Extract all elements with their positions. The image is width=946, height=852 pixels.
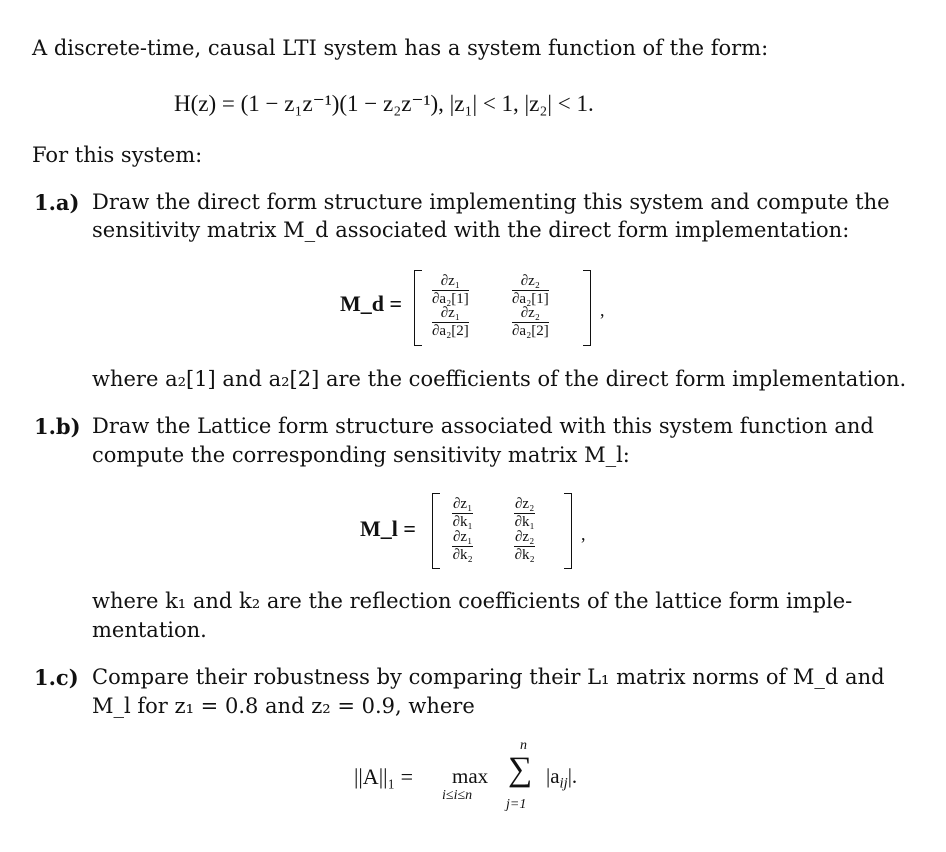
- matrix-ml-cell-12: $\frac{\text{∂z₂}}{\text{∂k₁}}$: [514, 496, 535, 530]
- matrix-md-left-bracket: [414, 270, 422, 346]
- matrix-ml-name: M_l =: [360, 516, 416, 541]
- part-b-where-line2: mentation.: [92, 618, 207, 642]
- norm-term-subscript: ij: [559, 775, 568, 792]
- part-b-text-line1: Draw the Lattice form structure associated with this system function and: [92, 414, 874, 438]
- norm-lhs: ||A||₁ =: [354, 764, 414, 789]
- part-b-text-line2: compute the corresponding sensitivity matrix M_l:: [92, 443, 630, 467]
- matrix-ml-left-bracket: [432, 493, 440, 569]
- part-a-where: where a₂[1] and a₂[2] are the coefficients of the direct form implementation.: [92, 367, 907, 391]
- part-c-text-line1: Compare their robustness by comparing their L₁ matrix norms of M_d and: [92, 665, 885, 689]
- part-b-label: 1.b): [34, 414, 81, 439]
- matrix-md-comma: ,: [600, 300, 605, 320]
- part-c-text-line2: M_l for z₁ = 0.8 and z₂ = 0.9, where: [92, 694, 475, 718]
- intro-text: A discrete-time, causal LTI system has a system function of the form:: [32, 36, 769, 60]
- system-function: H(z) = (1 − z₁z⁻¹)(1 − z₂z⁻¹), |z₁| < 1, |z₂| < 1.: [174, 91, 594, 116]
- sum-symbol: ∑: [508, 751, 533, 788]
- matrix-md-right-bracket: [583, 270, 591, 346]
- matrix-md-name: M_d =: [340, 291, 403, 316]
- sum-lower-limit: j=1: [506, 797, 527, 812]
- norm-max-subscript: i≤i≤n: [442, 788, 473, 803]
- matrix-md-cell-12: $\frac{\text{∂z₂}}{\text{∂a₂[1]}}$: [512, 273, 549, 307]
- part-a-text-line1: Draw the direct form structure implementing this system and compute the: [92, 190, 890, 214]
- matrix-ml-right-bracket: [564, 493, 572, 569]
- part-a-text-line2: sensitivity matrix M_d associated with the direct form implementation:: [92, 218, 850, 242]
- part-c-label: 1.c): [34, 665, 79, 690]
- matrix-md-cell-21: $\frac{\text{∂z₁}}{\text{∂a₂[2]}}$: [432, 305, 469, 339]
- matrix-ml-cell-11: $\frac{\text{∂z₁}}{\text{∂k₁}}$: [452, 496, 473, 530]
- matrix-md-cell-11: $\frac{\text{∂z₁}}{\text{∂a₂[1]}}$: [432, 273, 469, 307]
- norm-max: max: [452, 764, 489, 788]
- matrix-ml-cell-21: $\frac{\text{∂z₁}}{\text{∂k₂}}$: [452, 529, 473, 563]
- matrix-md-cell-22: $\frac{\text{∂z₂}}{\text{∂a₂[2]}}$: [512, 305, 549, 339]
- norm-term: [546, 764, 577, 792]
- part-b-where-line1: where k₁ and k₂ are the reflection coefficients of the lattice form imple-: [92, 589, 853, 613]
- matrix-ml-cell-22: $\frac{\text{∂z₂}}{\text{∂k₂}}$: [514, 529, 535, 563]
- for-system-text: For this system:: [32, 143, 203, 167]
- sum-upper-limit: n: [520, 738, 527, 753]
- matrix-ml-comma: ,: [581, 524, 586, 544]
- norm-term-open: |a: [546, 764, 560, 788]
- part-a-label: 1.a): [34, 190, 80, 215]
- norm-term-close: |.: [567, 764, 578, 788]
